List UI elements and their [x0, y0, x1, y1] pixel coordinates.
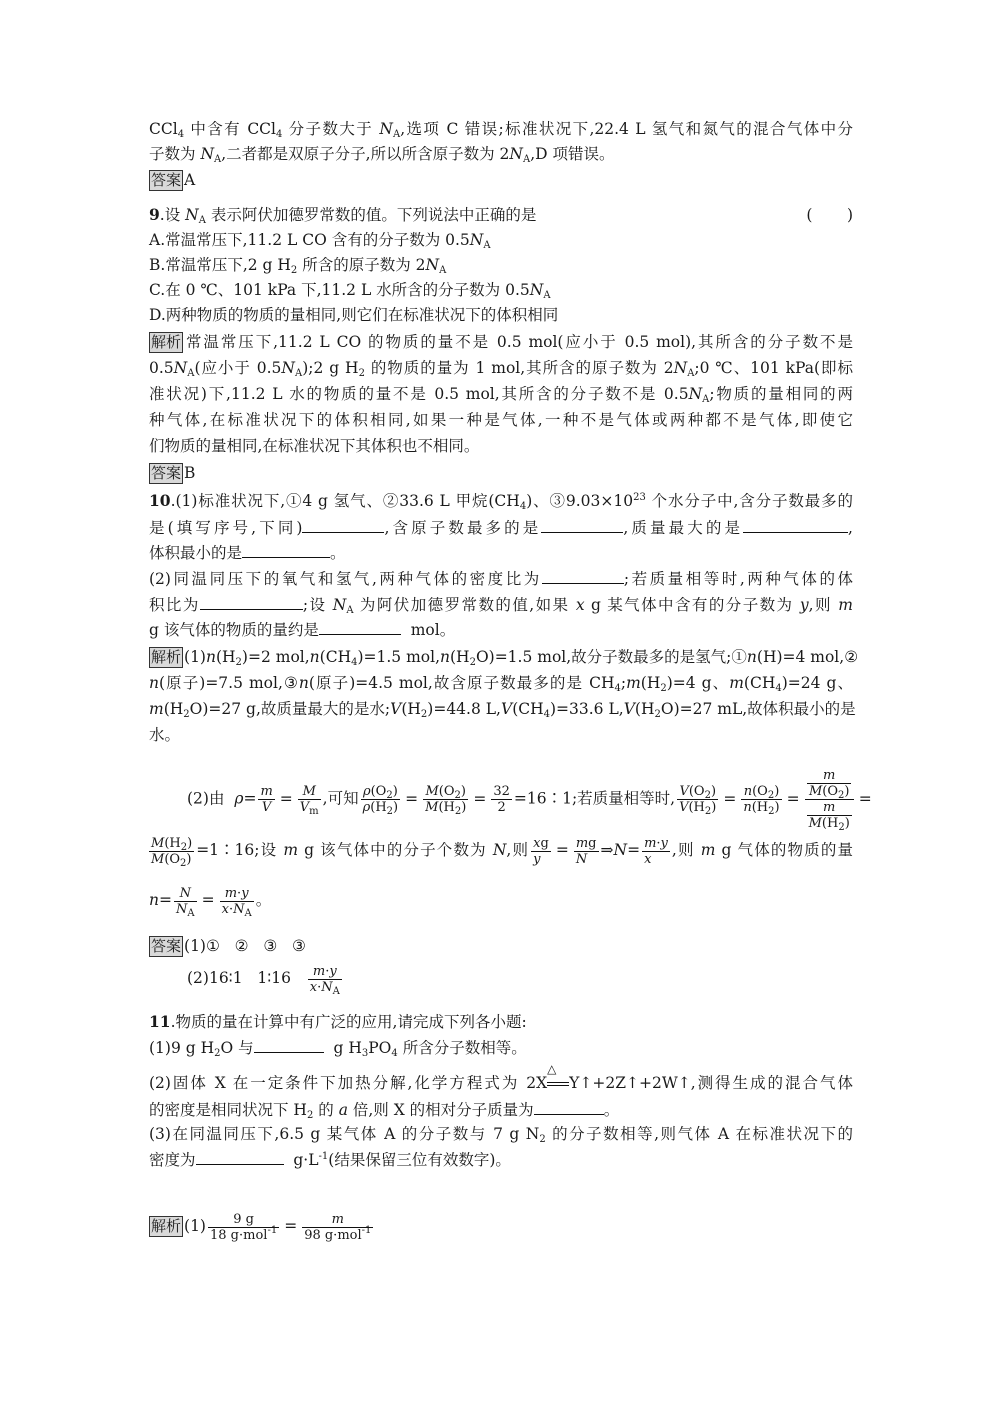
q10-answer-row-1 [149, 935, 306, 957]
q9-analysis-line-5: 们物质的量相同,在标准状况下其体积也不相同。 [149, 437, 480, 455]
q9-option-c: C.在 0 ℃、101 kPa 下,11.2 L 水所含的分子数为 $0.5N_A$ [149, 281, 551, 301]
blank-largest-mass[interactable] [743, 516, 848, 533]
continuation-line-2: 子数为 $N_A$,二者都是双原子分子,所以所含原子数为 $2N_A,D$ 项错误。 [149, 145, 615, 165]
q11-part3-line-2: 密度为 $g\cdot L^{-1}$(结果保留三位有效数字)。 [149, 1148, 511, 1171]
answer-label: 答案 [151, 937, 182, 955]
q11-part2-line-1: (2)固体 X 在一定条件下加热分解,化学方程式为 2X △ Y↑+2Z↑+2W↑,测得生成的混合气体 [149, 1062, 853, 1092]
blank-smallest-volume[interactable] [242, 541, 330, 558]
q10-analysis-line-3: $m(H_2O)=27$ g,故质量最大的是水$;V(H_2)=44.8$ $L,V(CH_4)=33.6$ $L,V(H_2O)=27$ mL,故体积最小的是 [149, 700, 856, 720]
q11-stem-text: 物质的量在计算中有广泛的应用,请完成下列各小题: [175, 1013, 527, 1031]
q11-part3-line-1: (3)在同温同压下,6.5 g 某气体 A 的分子数与 7 g $N_2$ 的分子数相等,则气体 A 在标准状况下的 [149, 1125, 853, 1145]
q10-part2-line-2: 积比为 ;设 $N_A$ 为阿伏加德罗常数的值,如果 x g 某气体中含有的分子数为 y,则 m [149, 593, 853, 616]
question-number: 11 [149, 1012, 171, 1031]
formula-end: 。 [255, 891, 272, 909]
q9-analysis-line-1: 解析 常温常压下,11.2 L CO 的物质的量不是 0.5 mol(应小于 0.5 mol),其所含的分子数不是 [151, 333, 853, 351]
answer-label: 答案 [151, 464, 182, 482]
frac2-denominator: 98 g·mol$^{-1}$ [304, 1224, 372, 1243]
q10-analysis-line-1: 解析 $(1)n(H_2)=2$ $mol,n(CH_4)=1.5$ $mol,n(H_2O)=1.5$ mol,故分子数最多的是氢气;①n(H)=4 mol,② [151, 648, 859, 668]
blank-most-molecules[interactable] [302, 516, 384, 533]
answer-value-1: (1)① ② ③ ③ [184, 937, 306, 955]
analysis-label: 解析 [151, 333, 182, 351]
q10-analysis-formula-3: n= $\frac{N}{N_A}$ = $\frac{m\cdot y}{x\cdot N_A}$ 。 [149, 885, 272, 919]
q11-part2-line-2: 的密度是相同状况下 $H_2$ 的 a 倍,则 X 的相对分子质量为 。 [149, 1098, 619, 1121]
analysis-label: 解析 [151, 648, 182, 666]
question-number: 10 [149, 491, 171, 510]
q10-analysis-formula-2: $\frac{M(H_2)}{M(O_2)}$ =1∶16;设 m g 该气体中的分子个数为 N,则 $\frac{xg}{y}$ = $\frac{mg}{N}$ ⇒N= $\frac{m\cdot y}{x}$ ,则 m g 气体的物质的量 [151, 835, 853, 869]
blank-density[interactable] [196, 1148, 284, 1165]
blank-most-atoms[interactable] [541, 516, 623, 533]
continuation-line-1: CCl$_4$ 中含有 CCl$_4$ 分子数大于 $N_A$,选项 C 错误;标准状况下,22.4 L 氢气和氮气的混合气体中分 [149, 120, 854, 140]
frac1-numerator: 9 g [208, 1212, 279, 1228]
answer-value: B [184, 464, 196, 482]
formula-know: ,可知 [322, 789, 359, 808]
q10-part2-line-1: (2)同温同压下的氧气和氢气,两种气体的密度比为 ;若质量相等时,两种气体的体 [149, 567, 853, 590]
q10-answer-row-2: (2)16∶1 1∶16 $\frac{m\cdot y}{x\cdot N_A}$ [187, 963, 340, 997]
q9-analysis-line-3: 准状况)下,11.2 L 水的物质的量不是 0.5 mol,其所含的分子数不是 $0.5N_A$;物质的量相同的两 [149, 385, 853, 405]
analysis-label: 解析 [151, 1217, 182, 1235]
q10-part2-line-3: g 该气体的物质的量约是 mol。 [149, 618, 455, 641]
q9-option-b: B.常温常压下,2 g $H_2$ 所含的原子数为 $2N_A$ [149, 256, 447, 276]
frac1-denominator: 18 g·mol$^{-1}$ [209, 1224, 278, 1243]
answer-label: 答案 [151, 171, 182, 189]
answer-paren: ( ) [806, 206, 853, 224]
q11-part1: (1)9 g $H_2O$ 与 g $H_3PO_4$ 所含分子数相等。 [149, 1036, 527, 1059]
q9-analysis-line-4: 种气体,在标准状况下的体积相同,如果一种是气体,一种不是气体或两种都不是气体,即使它 [149, 411, 853, 429]
q10-analysis-formula-1: (2)由 ρ= $\frac{m}{V}$ = $\frac{M}{V_m}$ ,可知 $\frac{\rho(O_2)}{\rho(H_2)}$ = $\frac{M(O_2)}{M(H_2)}$ = $\frac{32}{2}$ =16∶1;若质量相等时, $\frac{V(O_2)}{V(H_2)}$ = $\frac{n(O_2)}{n(H_2)}$ = $\frac{\frac{m}{M(O_2)}}{\frac{m}{M(H_2)}}$ = [187, 768, 872, 833]
blank-h3po4-mass[interactable] [254, 1036, 324, 1053]
answer-row-prev [149, 169, 195, 191]
answer-value-2: (2)16∶1 1∶16 [187, 969, 291, 987]
formula-prefix: (2)由 [187, 789, 225, 808]
heat-condition-arrow: △ [547, 1072, 569, 1094]
blank-relative-mass[interactable] [534, 1098, 604, 1115]
formula-if-equal: ;若质量相等时, [571, 789, 676, 808]
density-ratio-result: =16∶1 [513, 789, 572, 808]
blank-volume-ratio[interactable] [200, 593, 303, 610]
q10-analysis-line-4: 水。 [149, 726, 181, 744]
frac2-numerator: m [331, 1211, 344, 1227]
q10-part1-line-3: 体积最小的是 。 [149, 541, 346, 564]
blank-amount-mol[interactable] [319, 618, 401, 635]
answer-value: A [184, 171, 196, 189]
q11-stem: 11.物质的量在计算中有广泛的应用,请完成下列各小题: [149, 1012, 527, 1031]
q9-option-a: A.常温常压下,11.2 L CO 含有的分子数为 $0.5N_A$ [149, 231, 491, 251]
q10-part1-line-2: 是(填写序号,下同) ,含原子数最多的是 ,质量最大的是 , [149, 516, 853, 539]
q9-answer-row [149, 462, 195, 484]
q11-analysis-row: 解析 (1) $\frac{9 g}{18 g\cdot mol^{-1}}$ = $\frac{m}{98 g\cdot mol^{-1}}$ [151, 1211, 372, 1243]
question-number: 9 [149, 205, 160, 224]
q9-option-d: D.两种物质的物质的量相同,则它们在标准状况下的体积相同 [149, 306, 559, 324]
q9-analysis-line-2: $0.5N_A$(应小于 $0.5N_A);2$ g $H_2$ 的物质的量为 1 mol,其所含的原子数为 $2N_A;0$ ℃、101 kPa(即标 [149, 359, 853, 379]
blank-density-ratio[interactable] [542, 567, 624, 584]
analysis-prefix: (1) [184, 1217, 206, 1235]
q10-analysis-line-2: n(原子)=7.5 mol,③n(原子)=4.5 mol,故含原子数最多的是 $CH_4;m(H_2)=4$ g、$m(CH_4)=24$ g、 [149, 674, 853, 694]
q9-stem: 9.设 $N_A$ 表示阿伏加德罗常数的值。下列说法中正确的是 ( ) [149, 205, 853, 226]
q10-part1-line-1: 10.(1)标准状况下,①4 g 氢气、②33.6 L 甲烷$(CH_4)$、$③9.03\times 10^{23}$ 个水分子中,含分子数最多的 [149, 491, 854, 512]
